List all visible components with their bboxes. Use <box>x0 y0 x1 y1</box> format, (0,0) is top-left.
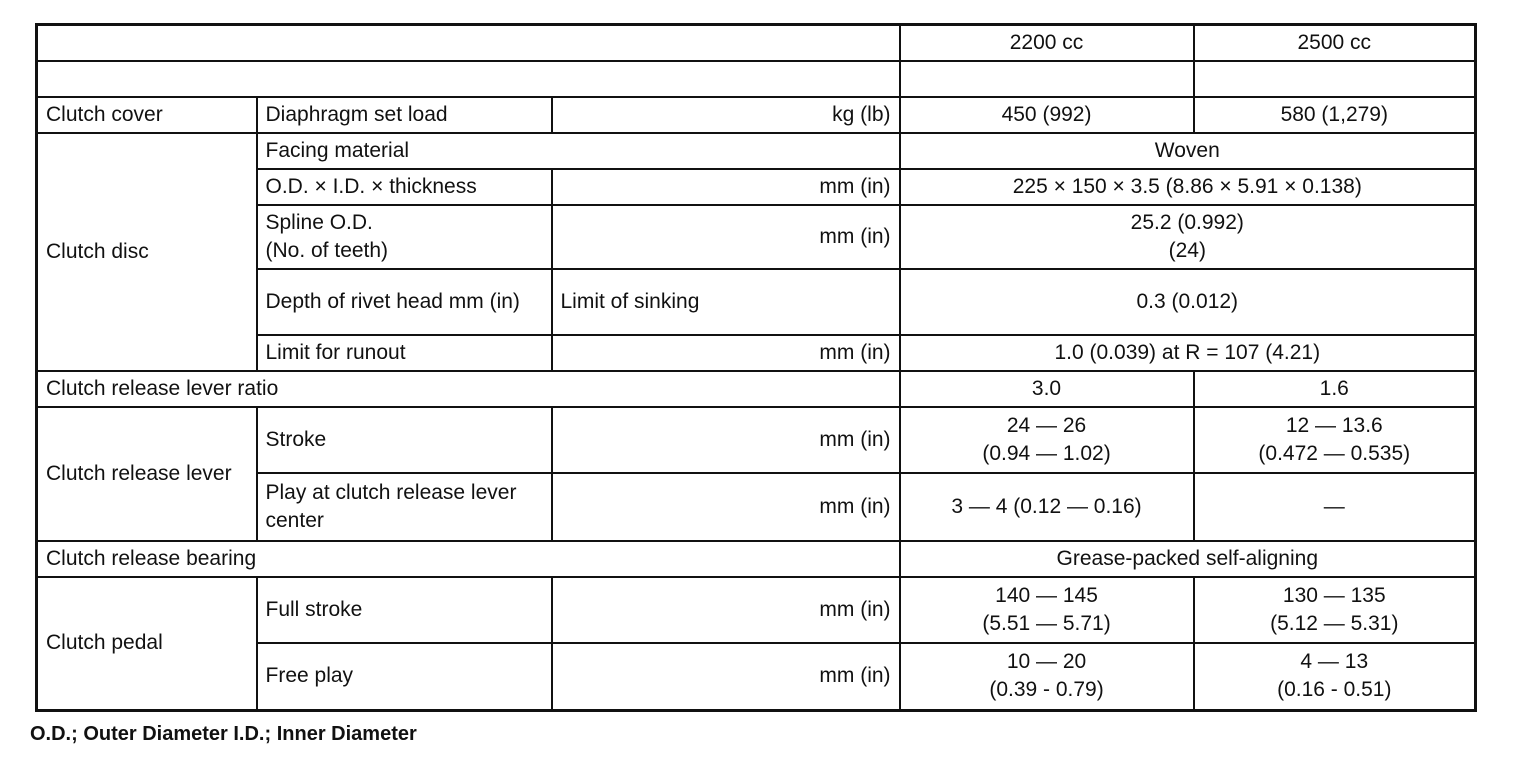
unit-label: mm (in) <box>552 577 900 643</box>
unit-label: mm (in) <box>552 169 900 205</box>
clutch-disc-label: Clutch disc <box>37 133 257 371</box>
release-bearing-value: Grease-packed self-aligning <box>900 541 1476 577</box>
spline-label: Spline O.D. (No. of teeth) <box>257 205 552 269</box>
value-2500: 580 (1,279) <box>1194 97 1476 133</box>
value-2200: 3.0 <box>900 371 1194 407</box>
stroke-row <box>37 407 1476 473</box>
header-blank-cell <box>37 25 900 61</box>
runout-value: 1.0 (0.039) at R = 107 (4.21) <box>900 335 1476 371</box>
stroke-label: Stroke <box>257 407 552 473</box>
clutch-pedal-label: Clutch pedal <box>37 577 257 711</box>
value-2500: 1.6 <box>1194 371 1476 407</box>
release-bearing-row <box>37 541 1476 577</box>
value-2200: 3 — 4 (0.12 — 0.16) <box>900 473 1194 541</box>
facing-material-value: Woven <box>900 133 1476 169</box>
header-row <box>37 25 1476 61</box>
header-2500cc: 2500 cc <box>1194 25 1476 61</box>
rivet-value: 0.3 (0.012) <box>900 269 1476 335</box>
footnote: O.D.; Outer Diameter I.D.; Inner Diameter <box>30 723 417 745</box>
unit-label: kg (lb) <box>552 97 900 133</box>
header-2200cc: 2200 cc <box>900 25 1194 61</box>
dimensions-label: O.D. × I.D. × thickness <box>257 169 552 205</box>
value-2500: — <box>1194 473 1476 541</box>
limit-of-sinking-label: Limit of sinking <box>552 269 900 335</box>
value-2500: 4 — 13 (0.16 - 0.51) <box>1194 643 1476 711</box>
lever-ratio-label: Clutch release lever ratio <box>37 371 900 407</box>
runout-label: Limit for runout <box>257 335 552 371</box>
clutch-cover-label: Clutch cover <box>37 97 257 133</box>
lever-ratio-row <box>37 371 1476 407</box>
clutch-cover-row <box>37 97 1476 133</box>
dimensions-value: 225 × 150 × 3.5 (8.86 × 5.91 × 0.138) <box>900 169 1476 205</box>
clutch-spec-table <box>35 23 1477 712</box>
facing-material-row <box>37 133 1476 169</box>
release-lever-label: Clutch release lever <box>37 407 257 541</box>
rivet-depth-label: Depth of rivet head mm (in) <box>257 269 552 335</box>
unit-label: mm (in) <box>552 407 900 473</box>
unit-label: mm (in) <box>552 335 900 371</box>
facing-material-label: Facing material <box>257 133 900 169</box>
full-stroke-row <box>37 577 1476 643</box>
value-2200: 140 — 145 (5.51 — 5.71) <box>900 577 1194 643</box>
spacer-row <box>37 61 1476 97</box>
value-2500: 130 — 135 (5.12 — 5.31) <box>1194 577 1476 643</box>
value-2200: 450 (992) <box>900 97 1194 133</box>
value-2200: 10 — 20 (0.39 - 0.79) <box>900 643 1194 711</box>
diaphragm-set-load-label: Diaphragm set load <box>257 97 552 133</box>
release-bearing-label: Clutch release bearing <box>37 541 900 577</box>
value-2500: 12 — 13.6 (0.472 — 0.535) <box>1194 407 1476 473</box>
free-play-label: Free play <box>257 643 552 711</box>
unit-label: mm (in) <box>552 205 900 269</box>
full-stroke-label: Full stroke <box>257 577 552 643</box>
unit-label: mm (in) <box>552 473 900 541</box>
value-2200: 24 — 26 (0.94 — 1.02) <box>900 407 1194 473</box>
spline-value: 25.2 (0.992) (24) <box>900 205 1476 269</box>
play-label: Play at clutch release lever center <box>257 473 552 541</box>
unit-label: mm (in) <box>552 643 900 711</box>
